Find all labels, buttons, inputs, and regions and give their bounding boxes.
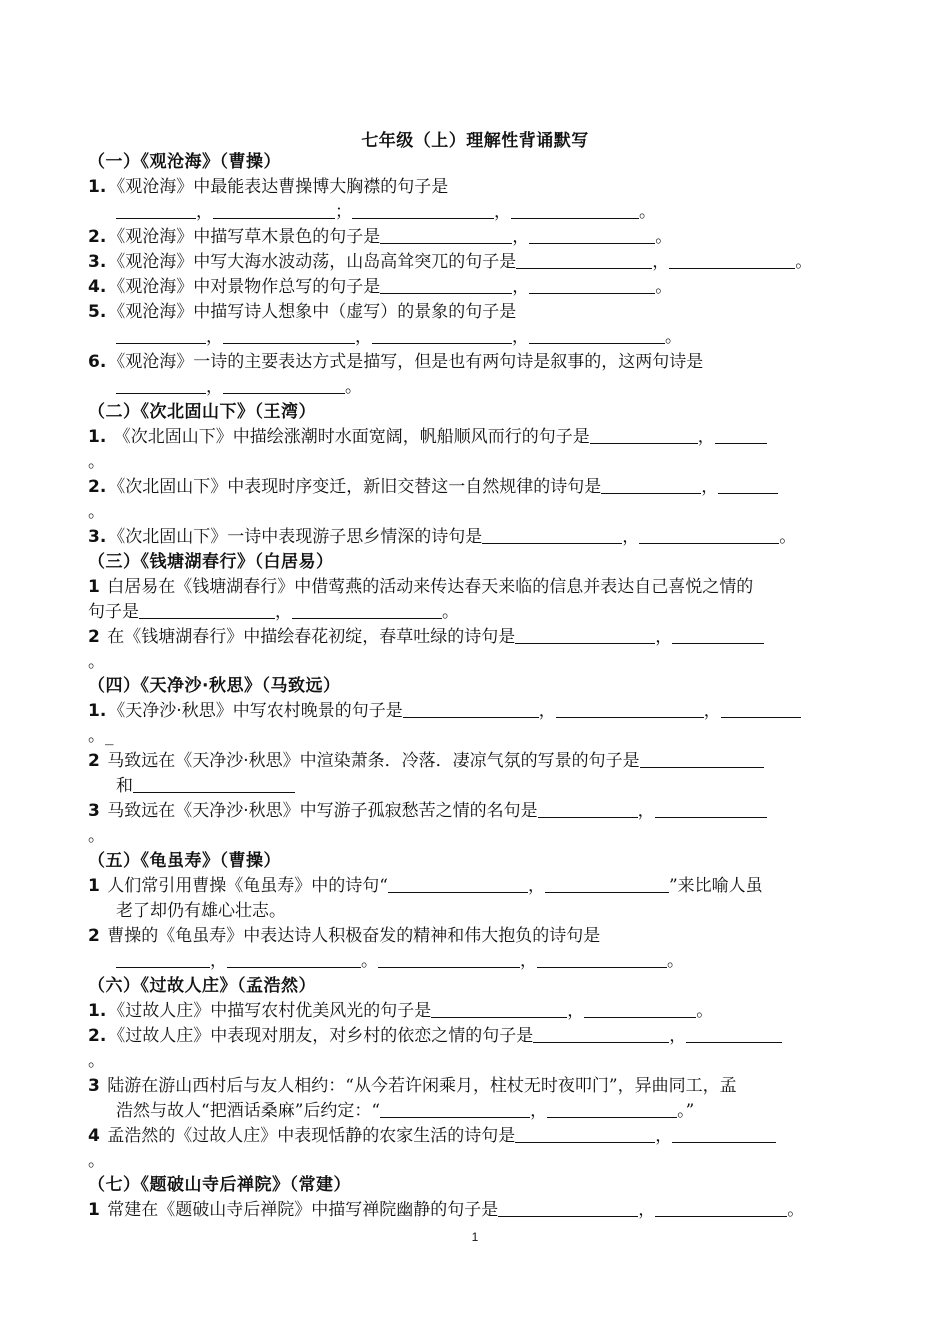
question-6-4: 4 孟浩然的《过故人庄》中表现恬静的农家生活的诗句是 ， bbox=[88, 1124, 776, 1148]
blank[interactable] bbox=[515, 1124, 655, 1143]
question-6-2-end: 。 bbox=[88, 1051, 105, 1071]
answer-line-1-5: ， ， ， 。 bbox=[116, 325, 682, 349]
blank[interactable] bbox=[227, 949, 361, 968]
answer-line-4-2: 和 bbox=[116, 774, 295, 798]
blank[interactable] bbox=[352, 200, 494, 219]
question-2-2-end: 。 bbox=[88, 502, 105, 522]
question-1-1: 1. 《观沧海》中最能表达曹操博大胸襟的句子是 bbox=[88, 177, 449, 197]
blank[interactable] bbox=[511, 200, 639, 219]
section-heading-2: （二）《次北固山下》（王湾） bbox=[88, 402, 316, 422]
question-2-3: 3. 《次北固山下》一诗中表现游子思乡情深的诗句是 ， 。 bbox=[88, 527, 797, 547]
question-4-2: 2 马致远在《天净沙·秋思》中渲染萧条．冷落．凄凉气氛的写景的句子是 bbox=[88, 749, 764, 773]
blank[interactable] bbox=[372, 325, 512, 344]
blank[interactable] bbox=[116, 949, 210, 968]
blank[interactable] bbox=[213, 200, 335, 219]
blank[interactable] bbox=[515, 625, 655, 644]
blank[interactable] bbox=[223, 325, 355, 344]
question-3-2-end: 。 bbox=[88, 652, 105, 672]
question-4-1-end: 。_ bbox=[88, 726, 114, 746]
blank[interactable] bbox=[482, 525, 622, 544]
answer-line-1-6: ， 。 bbox=[116, 375, 362, 399]
question-4-1: 1. 《天净沙·秋思》中写农村晚景的句子是 ， ， bbox=[88, 699, 801, 723]
question-5-1: 1 人们常引用曹操《龟虽寿》中的诗句“ ， ”来比喻人虽 bbox=[88, 876, 763, 896]
blank[interactable] bbox=[133, 774, 295, 793]
blank[interactable] bbox=[529, 225, 655, 244]
question-6-4-end: 。 bbox=[88, 1151, 105, 1171]
blank[interactable] bbox=[547, 1099, 677, 1118]
blank[interactable] bbox=[498, 1198, 638, 1217]
question-5-1-cont: 老了却仍有雄心壮志。 bbox=[116, 901, 286, 921]
section-heading-5: （五）《龟虽寿》（曹操） bbox=[88, 851, 281, 871]
section-heading-7: （七）《题破山寺后禅院》（常建） bbox=[88, 1175, 351, 1195]
question-1-5: 5. 《观沧海》中描写诗人想象中（虚写）的景象的句子是 bbox=[88, 302, 517, 322]
question-1-3: 3. 《观沧海》中写大海水波动荡，山岛高耸突兀的句子是 ， 。 bbox=[88, 252, 813, 272]
blank[interactable] bbox=[116, 325, 206, 344]
blank[interactable] bbox=[538, 799, 638, 818]
blank[interactable] bbox=[116, 200, 196, 219]
blank[interactable] bbox=[590, 425, 698, 444]
blank[interactable] bbox=[718, 475, 778, 494]
question-6-1: 1. 《过故人庄》中描写农村优美风光的句子是 ， 。 bbox=[88, 1001, 714, 1021]
question-3-1-cont: 句子是 ， 。 bbox=[88, 602, 459, 622]
blank[interactable] bbox=[380, 225, 512, 244]
blank[interactable] bbox=[584, 999, 696, 1018]
question-6-3: 3 陆游在游山西村后与友人相约：“从今若许闲乘月，柱杖无时夜叩门”，异曲同工，孟 bbox=[88, 1076, 737, 1096]
blank[interactable] bbox=[403, 699, 539, 718]
blank[interactable] bbox=[431, 999, 567, 1018]
blank[interactable] bbox=[639, 525, 779, 544]
blank[interactable] bbox=[533, 1024, 669, 1043]
answer-line-1-1: ， ； ， 。 bbox=[116, 200, 656, 224]
question-5-2: 2 曹操的《龟虽寿》中表达诗人积极奋发的精神和伟大抱负的诗句是 bbox=[88, 926, 601, 946]
question-4-3: 3 马致远在《天净沙·秋思》中写游子孤寂愁苦之情的名句是 ， bbox=[88, 799, 767, 823]
page-number: 1 bbox=[471, 1230, 479, 1244]
section-heading-4: （四）《天净沙·秋思》（马致远） bbox=[88, 676, 341, 696]
blank[interactable] bbox=[529, 325, 665, 344]
blank[interactable] bbox=[655, 799, 767, 818]
section-heading-1: （一）《观沧海》（曹操） bbox=[88, 152, 281, 172]
blank[interactable] bbox=[669, 250, 795, 269]
blank[interactable] bbox=[556, 699, 704, 718]
blank[interactable] bbox=[529, 275, 655, 294]
section-heading-3: （三）《钱塘湖春行》（白居易） bbox=[88, 552, 334, 572]
blank[interactable] bbox=[378, 949, 520, 968]
question-4-3-end: 。 bbox=[88, 826, 105, 846]
blank[interactable] bbox=[537, 949, 667, 968]
question-1-6: 6. 《观沧海》一诗的主要表达方式是描写，但是也有两句诗是叙事的，这两句诗是 bbox=[88, 352, 704, 372]
question-2-2: 2. 《次北固山下》中表现时序变迁，新旧交替这一自然规律的诗句是 ， bbox=[88, 475, 778, 499]
blank[interactable] bbox=[292, 600, 442, 619]
blank[interactable] bbox=[516, 250, 652, 269]
question-3-1: 1 白居易在《钱塘湖春行》中借莺燕的活动来传达春天来临的信息并表达自己喜悦之情的 bbox=[88, 577, 754, 597]
blank[interactable] bbox=[686, 1024, 782, 1043]
blank[interactable] bbox=[388, 874, 528, 893]
blank[interactable] bbox=[715, 425, 767, 444]
page-title: 七年级（上）理解性背诵默写 bbox=[361, 131, 589, 151]
question-1-4: 4. 《观沧海》中对景物作总写的句子是 ， 。 bbox=[88, 277, 673, 297]
blank[interactable] bbox=[139, 600, 275, 619]
blank[interactable] bbox=[545, 874, 669, 893]
question-2-1-end: 。 bbox=[88, 452, 105, 472]
blank[interactable] bbox=[380, 1099, 530, 1118]
question-7-1: 1 常建在《题破山寺后禅院》中描写禅院幽静的句子是 ， 。 bbox=[88, 1200, 805, 1220]
question-3-2: 2 在《钱塘湖春行》中描绘春花初绽，春草吐绿的诗句是 ， bbox=[88, 625, 764, 649]
question-1-2: 2. 《观沧海》中描写草木景色的句子是 ， 。 bbox=[88, 227, 673, 247]
blank[interactable] bbox=[223, 375, 345, 394]
blank[interactable] bbox=[721, 699, 801, 718]
section-heading-6: （六）《过故人庄》（孟浩然） bbox=[88, 976, 316, 996]
blank[interactable] bbox=[640, 749, 764, 768]
blank[interactable] bbox=[601, 475, 701, 494]
question-6-3-cont: 浩然与故人“把酒话桑麻”后约定：“ ， 。” bbox=[116, 1101, 695, 1121]
answer-line-5-2: ， 。 ， 。 bbox=[116, 949, 684, 973]
blank[interactable] bbox=[672, 1124, 776, 1143]
blank[interactable] bbox=[672, 625, 764, 644]
blank[interactable] bbox=[655, 1198, 787, 1217]
question-2-1: 1. 《次北固山下》中描绘涨潮时水面宽阔，帆船顺风而行的句子是 ， bbox=[88, 425, 767, 449]
blank[interactable] bbox=[116, 375, 206, 394]
question-6-2: 2. 《过故人庄》中表现对朋友，对乡村的依恋之情的句子是 ， bbox=[88, 1024, 782, 1048]
blank[interactable] bbox=[380, 275, 512, 294]
